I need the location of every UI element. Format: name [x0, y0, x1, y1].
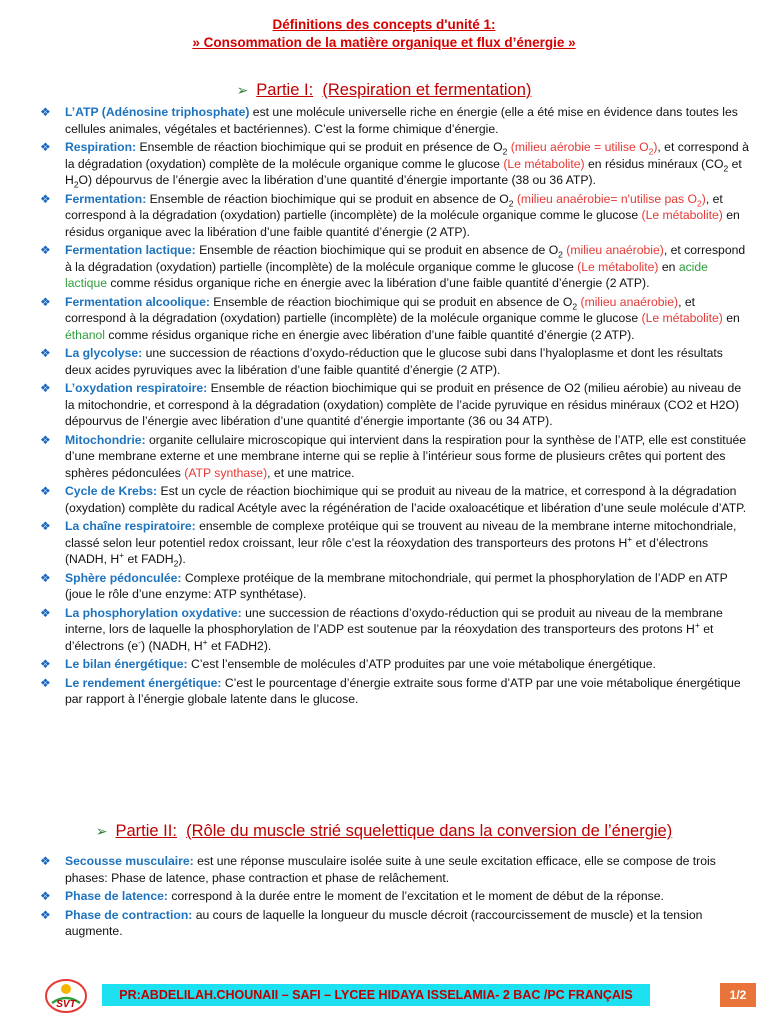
definition-text: (Le métabolite)	[641, 208, 723, 222]
diamond-bullet-icon: ❖	[40, 675, 51, 690]
definition-text: au cours de laquelle la longueur du muscle décroit (raccourcissement de muscle) et la tension augmente.	[65, 907, 703, 938]
definition-text: 2	[73, 179, 79, 190]
definition-text: en résidus organique avec la libération d’une faible quantité d’énergie (2 ATP).	[65, 208, 740, 239]
definition-text: éthanol	[65, 327, 105, 342]
diamond-bullet-icon: ❖	[40, 519, 51, 533]
definition-item	[40, 104, 750, 137]
definition-text: , et une matrice.	[267, 465, 355, 480]
definition-text: 2	[723, 162, 729, 173]
definition-text: +	[202, 636, 208, 647]
definition-text: )	[701, 191, 706, 206]
definition-text: -	[138, 636, 142, 647]
definition-text: , et correspond à la dégradation (oxydation) partielle (incomplète) de la molécule organique comme le glucose	[65, 191, 723, 222]
definition-term: Sphère pédonculée:	[65, 570, 182, 585]
diamond-bullet-icon: ❖	[40, 381, 51, 395]
definition-text: est une réponse musculaire isolée suite à une seule excitation efficace, elle se compose de trois phases: Phase de latence, phase contraction et phase de relâchement.	[65, 854, 716, 885]
definition-text: ).	[178, 552, 186, 566]
part2-label: Partie II:	[115, 822, 177, 840]
definition-item	[40, 139, 750, 189]
diamond-bullet-icon: ❖	[40, 907, 51, 922]
definition-text: (Le métabolite)	[577, 259, 659, 274]
arrow-right-icon: ➢	[95, 823, 108, 839]
definition-term: Fermentation:	[65, 191, 147, 206]
definition-term: Mitochondrie:	[65, 432, 146, 447]
definition-text: une succession de réactions d’oxydo-réduction que le glucose subi dans l’hyaloplasme et dont les résultats deux acides pyruviques avec la libération d’une faible quantité d’énergie (2 ATP).	[65, 346, 723, 377]
page-number: 1/2	[720, 983, 756, 1007]
definition-text: et FADH2).	[207, 638, 272, 653]
doc-subtitle: » Consommation de la matière organique et flux d’énergie »	[192, 35, 576, 50]
definition-text: +	[119, 549, 125, 560]
diamond-bullet-icon: ❖	[40, 191, 51, 206]
part1-label: Partie I:	[256, 81, 314, 99]
definition-text: O) dépourvus de l’énergie avec la libération d’une quantité d’énergie importante (38 ou 36 ATP).	[78, 173, 596, 187]
definition-term: Secousse musculaire:	[65, 854, 194, 868]
definition-term: Fermentation lactique:	[65, 243, 196, 257]
definition-text: (milieu anaérobie= n'utilise pas O	[516, 191, 698, 206]
part2-title: (Rôle du muscle strié squelettique dans la conversion de l’énergie)	[186, 822, 673, 840]
diamond-bullet-icon: ❖	[40, 140, 51, 154]
definition-text: C’est le pourcentage d’énergie extraite sous forme d’ATP par une voie métabolique énergétique par rapport à l’énergie globale latente dans le glucose.	[65, 675, 741, 706]
diamond-bullet-icon: ❖	[40, 570, 51, 585]
definition-text: (Le métabolite)	[641, 311, 723, 325]
definition-term: L’oxydation respiratoire:	[65, 381, 208, 395]
definition-term: La glycolyse:	[65, 346, 143, 360]
definition-text: correspond à la durée entre le moment de l’excitation et le moment de début de la réponse.	[167, 889, 664, 903]
definition-term: Cycle de Krebs:	[65, 484, 158, 498]
definition-item	[40, 294, 750, 344]
definition-item	[40, 605, 750, 655]
definition-term: Le bilan énergétique:	[65, 657, 188, 671]
diamond-bullet-icon: ❖	[40, 484, 51, 498]
definition-text: et d’électrons (NADH, H	[65, 535, 709, 566]
part1-heading	[0, 80, 768, 100]
definition-term: Fermentation alcoolique:	[65, 294, 210, 309]
definition-text: 2	[502, 146, 508, 157]
definition-item	[40, 518, 750, 568]
definition-term: La chaîne respiratoire:	[65, 519, 196, 533]
definition-text: 2	[697, 197, 702, 208]
definition-item	[40, 191, 750, 241]
doc-title: Définitions des concepts d'unité 1:	[272, 17, 496, 32]
definition-text: en résidus minéraux (CO	[584, 156, 724, 171]
definition-text: 2	[648, 146, 654, 157]
definition-text: ensemble de complexe protéique qui se trouvent au niveau de la membrane interne mitochondriale, classé selon leur potentiel redox croissant, leur rôle c’est la réoxydation des transporteurs des protons H	[65, 519, 737, 550]
definition-item	[40, 570, 750, 603]
svt-logo	[42, 975, 90, 1015]
definition-text: Ensemble de réaction biochimique qui se produit en présence de O	[136, 140, 503, 154]
definition-text: ) (NADH, H	[141, 638, 203, 653]
diamond-bullet-icon: ❖	[40, 605, 51, 620]
definition-term: Phase de latence:	[65, 889, 168, 903]
definition-text: , et correspond à la dégradation (oxydation) partielle (incomplète) de la molécule organique comme le glucose	[65, 294, 696, 325]
definition-item	[40, 907, 750, 940]
definition-text: , et correspond à la dégradation (oxydation) partielle (incomplète) de la molécule organique comme le glucose	[65, 243, 746, 274]
diamond-bullet-icon: ❖	[40, 854, 51, 868]
definition-item	[40, 675, 750, 708]
diamond-bullet-icon: ❖	[40, 657, 51, 671]
diamond-bullet-icon: ❖	[40, 346, 51, 360]
definition-text: acide lactique	[65, 259, 708, 290]
definition-item	[40, 888, 750, 905]
definition-term: Respiration:	[65, 140, 137, 154]
definition-item	[40, 432, 750, 482]
definition-text: en	[722, 311, 740, 325]
part2-heading	[0, 821, 768, 841]
definition-text: (milieu anaérobie)	[580, 294, 679, 309]
definition-text: en	[658, 259, 679, 274]
definition-text: C’est l’ensemble de molécules d’ATP produites par une voie métabolique énergétique.	[187, 657, 656, 671]
definition-item	[40, 380, 750, 430]
definition-item	[40, 242, 750, 292]
diamond-bullet-icon: ❖	[40, 432, 51, 447]
definition-text: une succession de réactions d’oxydo-réduction qui se produit au niveau de la membrane interne, lors de laquelle la phosphorylation de l’ADP est soutenue par la réoxydation des transporteurs des protons H	[65, 605, 723, 636]
definition-item	[40, 853, 750, 886]
definition-item	[40, 656, 750, 673]
definition-text: (milieu anaérobie)	[566, 243, 664, 257]
definition-text: +	[694, 619, 700, 630]
part1-definitions-list	[40, 104, 750, 710]
definition-text: (ATP synthase)	[184, 465, 268, 480]
diamond-bullet-icon: ❖	[40, 105, 51, 119]
definition-text: et FADH	[124, 552, 174, 566]
definition-text: et H	[65, 156, 742, 187]
logo-text: SVT	[56, 999, 76, 1010]
definition-text: (Le métabolite)	[503, 156, 585, 171]
definition-term: Le rendement énergétique:	[65, 675, 222, 690]
definition-text: et d’électrons (e	[65, 622, 714, 653]
definition-item	[40, 345, 750, 378]
definition-item	[40, 483, 750, 516]
part1-title: (Respiration et fermentation)	[322, 81, 532, 99]
definition-term: Phase de contraction:	[65, 907, 193, 922]
definition-text: 2	[508, 197, 514, 208]
definition-text: Est un cycle de réaction biochimique qui se produit au niveau de la matrice, et correspond à la dégradation (oxydation) complète du radical Acétyle avec la régénération de l’acide oxaloacétique et libération d’une seule molécule d’ATP.	[65, 484, 747, 515]
definition-text: Complexe protéique de la membrane mitochondriale, qui permet la phosphorylation de l’ADP en ATP (joue le rôle d’une enzyme: ATP synthétase).	[65, 570, 728, 601]
definition-text: comme résidus organique riche en énergie avec la libération d’une faible quantité d’énergie (2 ATP).	[107, 276, 650, 290]
part2-definitions-list	[40, 853, 750, 942]
definition-text: 2	[558, 249, 563, 260]
definition-text: )	[653, 140, 658, 154]
definition-text: comme résidus organique riche en énergie avec libération d’une faible quantité d’énergie (2 ATP).	[104, 327, 635, 342]
definition-text: est une molécule universelle riche en énergie (elle a été mise en évidence dans toutes les cellules animales, végétales et bactériennes). C’est la forme chimique d’énergie.	[65, 105, 738, 136]
definition-text: organite cellulaire microscopique qui intervient dans la respiration pour la synthèse de l’ATP, elle est constituée d’une membrane externe et une membrane interne qui se replie à l’intérieur sous forme de plusieurs crêtes qui portent des sphères pédonculées	[65, 432, 747, 480]
definition-text: Ensemble de réaction biochimique qui se produit en absence de O	[146, 191, 509, 206]
definition-text: 2	[173, 558, 179, 569]
diamond-bullet-icon: ❖	[40, 889, 51, 903]
definition-text: +	[627, 533, 633, 544]
diamond-bullet-icon: ❖	[40, 243, 51, 257]
arrow-right-icon: ➢	[236, 82, 249, 98]
definition-text: Ensemble de réaction biochimique qui se produit en absence de O	[209, 294, 573, 309]
definition-text: 2	[572, 300, 578, 311]
definition-term: L’ATP (Adénosine triphosphate)	[65, 105, 250, 119]
page-footer	[0, 975, 768, 1015]
definition-text: , et correspond à la dégradation (oxydation) complète de la molécule organique comme le glucose	[65, 140, 749, 171]
definition-text: (milieu aérobie = utilise O	[507, 140, 649, 154]
definition-text: Ensemble de réaction biochimique qui se produit en présence de O2 (milieu aérobie) au niveau de la mitochondrie, et correspond à la dégradation (oxydation) complète de l’acide pyruvique en résidus minéraux (CO2 et H2O) dépourvus de l’énergie avec libération d’une quantité d’énergie importante (36 ou 34 ATP).	[65, 381, 742, 428]
footer-author-bar: PR:ABDELILAH.CHOUNAII – SAFI – LYCEE HIDAYA ISSELAMIA- 2 BAC /PC FRANÇAIS	[102, 984, 650, 1006]
definition-text: Ensemble de réaction biochimique qui se produit en absence de O	[195, 243, 559, 257]
diamond-bullet-icon: ❖	[40, 294, 51, 309]
definition-term: La phosphorylation oxydative:	[65, 605, 242, 620]
